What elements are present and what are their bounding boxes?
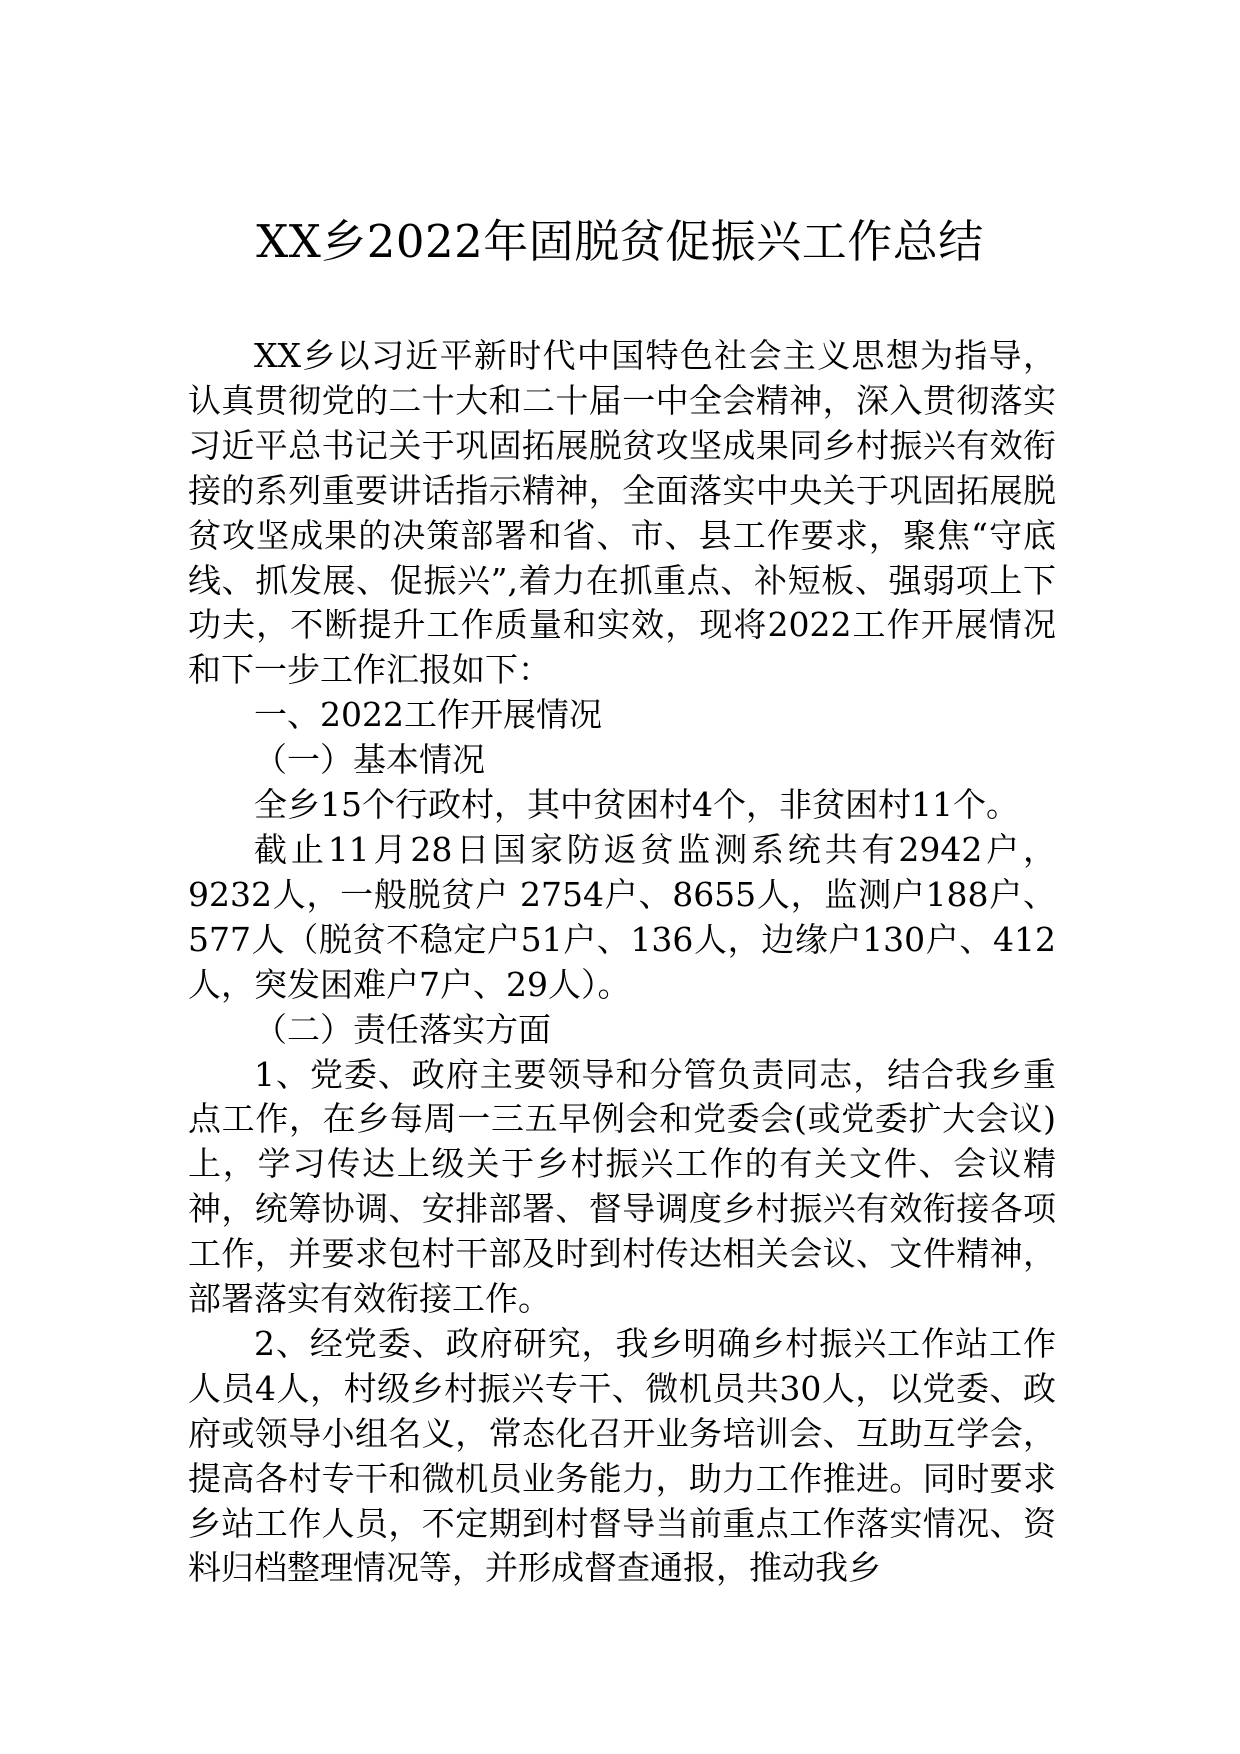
document-title: XX乡2022年固脱贫促振兴工作总结 (256, 215, 984, 268)
paragraph-villages: 全乡15个行政村，其中贫困村4个，非贫困村11个。 (254, 785, 1019, 825)
document-body (188, 334, 1056, 1591)
subsection-heading-responsibility: （二）责任落实方面 (254, 1009, 551, 1049)
paragraph-monitoring-stats: 截止11月28日国家防返贫监测系统共有2942户，9232人，一般脱贫户 2754户、8655人，监测户188户、577人（脱贫不稳定户51户、136人，边缘户130户、412人，突发困难户7户、29人）。 (188, 829, 1056, 1004)
subsection-heading-basic: （一）基本情况 (254, 740, 485, 780)
section-heading-1: 一、2022工作开展情况 (254, 695, 602, 735)
paragraph-intro: XX乡以习近平新时代中国特色社会主义思想为指导，认真贯彻党的二十大和二十届一中全会精神，深入贯彻落实习近平总书记关于巩固拓展脱贫攻坚成果同乡村振兴有效衔接的系列重要讲话指示精神，全面落实中央关于巩固拓展脱贫攻坚成果的决策部署和省、市、县工作要求，聚焦“守底线、抓发展、促振兴”,着力在抓重点、补短板、强弱项上下功夫，不断提升工作质量和实效，现将2022工作开展情况和下一步工作汇报如下： (188, 336, 1056, 690)
paragraph-item-1: 1、党委、政府主要领导和分管负责同志，结合我乡重点工作，在乡每周一三五早例会和党委会(或党委扩大会议)上，学习传达上级关于乡村振兴工作的有关文件、会议精神，统筹协调、安排部署、督导调度乡村振兴有效衔接各项工作，并要求包村干部及时到村传达相关会议、文件精神，部署落实有效衔接工作。 (188, 1054, 1056, 1319)
paragraph-item-2: 2、经党委、政府研究，我乡明确乡村振兴工作站工作人员4人，村级乡村振兴专干、微机员共30人，以党委、政府或领导小组名义，常态化召开业务培训会、互助互学会，提高各村专干和微机员业务能力，助力工作推进。同时要求乡站工作人员，不定期到村督导当前重点工作落实情况、资料归档整理情况等，并形成督查通报，推动我乡 (188, 1323, 1056, 1588)
